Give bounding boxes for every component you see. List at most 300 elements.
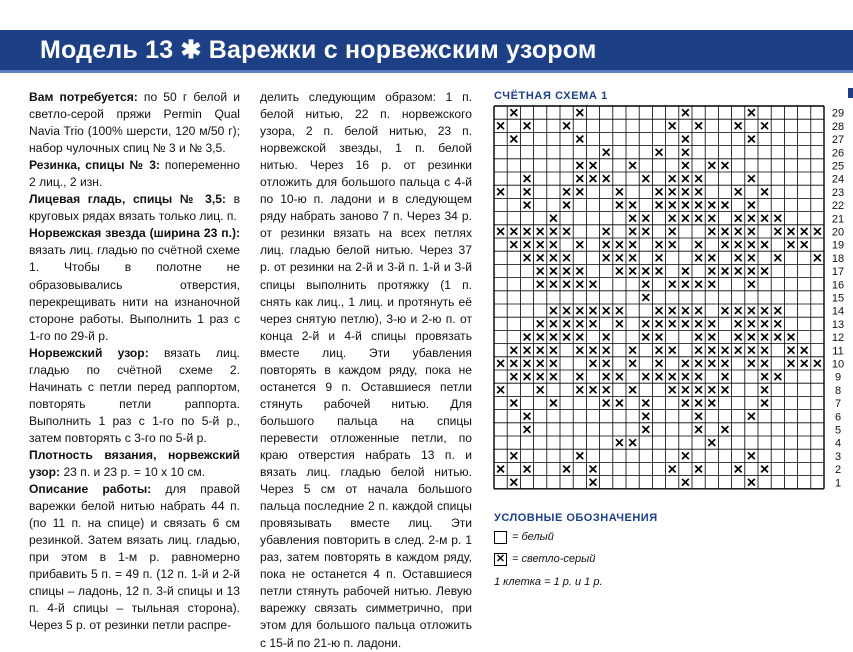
stitch-cross — [748, 228, 755, 235]
stitch-cross — [682, 320, 689, 327]
stitch-cross — [616, 241, 623, 248]
stitch-cross — [695, 413, 702, 420]
stitch-cross — [616, 254, 623, 261]
stitch-cross — [642, 373, 649, 380]
stitch-cross — [682, 400, 689, 407]
stitch-cross — [735, 334, 742, 341]
stitch-cross — [616, 439, 623, 446]
stitch-cross — [616, 188, 623, 195]
label-ribbing: Резинка, спицы № 3: — [29, 158, 160, 173]
row-number: 21 — [831, 213, 845, 226]
stitch-cross — [695, 202, 702, 209]
stitch-cross — [603, 175, 610, 182]
stitch-cross — [695, 241, 702, 248]
stitch-cross — [616, 307, 623, 314]
stitch-cross — [761, 386, 768, 393]
stitch-cross — [748, 334, 755, 341]
stitch-cross — [629, 215, 636, 222]
text-stockinette: в круговых рядах вязать только лиц. п. — [29, 192, 240, 224]
stitch-cross — [524, 466, 531, 473]
row-number: 11 — [832, 345, 844, 358]
stitch-cross — [537, 334, 544, 341]
stitch-cross — [774, 373, 781, 380]
stitch-cross — [524, 413, 531, 420]
stitch-cross — [550, 320, 557, 327]
stitch-cross — [774, 320, 781, 327]
stitch-cross — [735, 320, 742, 327]
stitch-cross — [695, 360, 702, 367]
row-number: 19 — [831, 239, 845, 252]
stitch-cross — [695, 188, 702, 195]
stitch-cross — [524, 202, 531, 209]
stitch-cross — [590, 307, 597, 314]
stitch-cross — [524, 347, 531, 354]
stitch-cross — [788, 347, 795, 354]
stitch-cross — [550, 307, 557, 314]
stitch-cross — [669, 386, 676, 393]
stitch-cross — [695, 320, 702, 327]
stitch-cross — [563, 188, 570, 195]
row-number: 20 — [831, 226, 845, 239]
stitch-cross — [642, 175, 649, 182]
stitch-cross — [695, 175, 702, 182]
row-number: 14 — [831, 305, 845, 318]
stitch-cross — [590, 360, 597, 367]
stitch-cross — [695, 122, 702, 129]
stitch-cross — [603, 386, 610, 393]
stitch-cross — [761, 122, 768, 129]
stitch-cross — [524, 188, 531, 195]
stitch-cross — [537, 386, 544, 393]
stitch-cross — [656, 268, 663, 275]
stitch-cross — [708, 320, 715, 327]
legend-gray-label: = светло-серый — [512, 553, 596, 565]
stitch-cross — [695, 400, 702, 407]
legend-note: 1 клетка = 1 р. и 1 р. — [494, 576, 603, 588]
stitch-cross — [642, 320, 649, 327]
stitch-cross — [814, 254, 821, 261]
stitch-cross — [563, 466, 570, 473]
stitch-cross — [682, 386, 689, 393]
row-number: 18 — [831, 252, 845, 265]
stitch-cross — [603, 228, 610, 235]
stitch-cross — [669, 228, 676, 235]
stitch-cross — [695, 426, 702, 433]
stitch-cross — [603, 373, 610, 380]
stitch-cross — [748, 413, 755, 420]
stitch-cross — [590, 479, 597, 486]
stitch-cross — [682, 202, 689, 209]
text-ribbing: попеременно 2 лиц., 2 изн. — [29, 158, 240, 190]
row-number: 23 — [831, 186, 845, 199]
stitch-cross — [510, 479, 517, 486]
row-number: 5 — [834, 424, 842, 437]
row-number: 10 — [831, 358, 845, 371]
stitch-cross — [590, 347, 597, 354]
stitch-cross — [603, 149, 610, 156]
stitch-cross — [774, 228, 781, 235]
stitch-cross — [576, 386, 583, 393]
stitch-cross — [735, 347, 742, 354]
stitch-cross — [510, 373, 517, 380]
stitch-cross — [761, 241, 768, 248]
stitch-cross — [590, 320, 597, 327]
stitch-cross — [695, 215, 702, 222]
stitch-cross — [735, 188, 742, 195]
stitch-cross — [656, 188, 663, 195]
stitch-cross — [708, 254, 715, 261]
stitch-cross — [524, 254, 531, 261]
stitch-cross — [550, 241, 557, 248]
stitch-cross — [708, 202, 715, 209]
stitch-cross — [656, 307, 663, 314]
stitch-cross — [576, 136, 583, 143]
text-norwegian: вязать лиц. гладью по счётной схеме 2. Начинать с петли перед раппортом, повторять петли раппорта. Выполнить 1 раз с 1-го по 5-й р., затем повторять с 3-го по 5-й р. — [29, 345, 240, 445]
stitch-cross — [669, 188, 676, 195]
paragraph-continued: делить следующим образом: 1 п. белой нитью, 22 п. норвежского узора, 2 п. белой нитью, 23 п. норвежской звезды, 1 п. белой нитью. Через 16 р. от резинки отложить для большого пальца с 4-й по 10-ю п. ладони и в следующем ряду набрать заново 7 п. Через 34 р. от резинки вязать на всех петлях лиц. гладью белой нитью. Через 37 р. от резинки на 2-й и 3-й п. 1-й и 3-й спицы выполнить протяжку (1 п. снять как лиц., 1 лиц. и протянуть её через снятую петлю), 3-ю и 2-ю п. от конца 2-й и 4-й спицы провязать вместе лиц. Эти убавления повторять в каждом ряду, пока не останется 9 п. Оставшиеся петли стянуть рабочей нитью. Для большого пальца на спицы перевести отложенные петли, по краю отверстия набрать 13 п. и вязать лиц. гладью белой нитью. Через 5 см от начала большого пальца последние 2 п. каждой спицы провязывать вместе лиц. Эти убавления повторить в след. 2-м р. 1 раз, затем повторять в каждом ряду, пока не останется 4 п. Оставшиеся петли стянуть рабочей нитью. Левую варежку связать симметрично, при этом для большого пальца отложить с 15-й по 21-ю п. ладони. — [260, 90, 472, 650]
stitch-cross — [695, 334, 702, 341]
stitch-cross — [576, 307, 583, 314]
stitch-cross — [761, 320, 768, 327]
stitch-cross — [576, 347, 583, 354]
stitch-cross — [524, 426, 531, 433]
stitch-cross — [603, 400, 610, 407]
stitch-cross — [510, 241, 517, 248]
stitch-cross — [735, 215, 742, 222]
stitch-cross — [774, 334, 781, 341]
stitch-cross — [774, 215, 781, 222]
label-stockinette: Лицевая гладь, спицы № 3,5: — [29, 192, 226, 207]
stitch-cross — [735, 268, 742, 275]
stitch-cross — [669, 202, 676, 209]
stitch-cross — [537, 347, 544, 354]
stitch-cross — [576, 334, 583, 341]
stitch-cross — [695, 347, 702, 354]
stitch-cross — [682, 175, 689, 182]
stitch-cross — [524, 373, 531, 380]
stitch-cross — [682, 479, 689, 486]
stitch-cross — [695, 254, 702, 261]
stitch-cross — [722, 347, 729, 354]
row-number: 15 — [831, 292, 845, 305]
stitch-cross — [563, 334, 570, 341]
stitch-cross — [735, 307, 742, 314]
stitch-cross — [563, 307, 570, 314]
stitch-cross — [603, 307, 610, 314]
stitch-cross — [735, 122, 742, 129]
stitch-cross — [814, 228, 821, 235]
stitch-cross — [550, 268, 557, 275]
stitch-cross — [629, 254, 636, 261]
stitch-cross — [748, 347, 755, 354]
stitch-cross — [748, 241, 755, 248]
stitch-cross — [550, 281, 557, 288]
stitch-cross — [537, 241, 544, 248]
stitch-cross — [576, 320, 583, 327]
row-number: 26 — [831, 147, 845, 160]
stitch-cross — [722, 307, 729, 314]
stitch-cross — [748, 109, 755, 116]
row-number: 4 — [834, 437, 842, 450]
stitch-cross — [642, 400, 649, 407]
stitch-cross — [590, 466, 597, 473]
stitch-cross — [629, 241, 636, 248]
stitch-cross — [616, 373, 623, 380]
stitch-cross — [510, 109, 517, 116]
stitch-cross — [603, 360, 610, 367]
stitch-cross — [761, 215, 768, 222]
stitch-cross — [695, 373, 702, 380]
stitch-cross — [761, 400, 768, 407]
stitch-cross — [629, 439, 636, 446]
stitch-cross — [497, 386, 504, 393]
stitch-cross — [722, 202, 729, 209]
stitch-cross — [735, 254, 742, 261]
stitch-cross — [576, 109, 583, 116]
stitch-cross — [748, 175, 755, 182]
label-gauge: Плотность вязания, норвежский узор: — [29, 447, 240, 480]
stitch-cross — [708, 281, 715, 288]
stitch-cross — [748, 136, 755, 143]
stitch-cross — [524, 175, 531, 182]
stitch-cross — [656, 254, 663, 261]
stitch-cross — [576, 373, 583, 380]
stitch-cross — [656, 347, 663, 354]
stitch-cross — [761, 188, 768, 195]
stitch-cross — [629, 162, 636, 169]
label-description: Описание работы: — [29, 482, 152, 497]
stitch-cross — [748, 320, 755, 327]
label-norwegian: Норвежский узор: — [29, 345, 149, 360]
stitch-cross — [537, 373, 544, 380]
stitch-cross — [748, 307, 755, 314]
stitch-cross — [563, 202, 570, 209]
stitch-cross — [510, 400, 517, 407]
stitch-cross — [524, 360, 531, 367]
stitch-cross — [735, 466, 742, 473]
stitch-cross — [510, 136, 517, 143]
row-number: 13 — [831, 318, 845, 331]
stitch-cross — [656, 360, 663, 367]
stitch-cross — [576, 268, 583, 275]
row-number: 9 — [834, 371, 842, 384]
stitch-cross — [497, 228, 504, 235]
stitch-cross — [708, 400, 715, 407]
stitch-cross — [774, 254, 781, 261]
stitch-cross — [695, 281, 702, 288]
stitch-cross — [642, 426, 649, 433]
row-number: 28 — [831, 120, 845, 133]
stitch-cross — [708, 360, 715, 367]
chart-title: СЧЁТНАЯ СХЕМА 1 — [494, 90, 608, 102]
stitch-cross — [669, 175, 676, 182]
stitch-cross — [722, 426, 729, 433]
stitch-cross — [537, 228, 544, 235]
stitch-cross — [735, 241, 742, 248]
page-title: Модель 13 ✱ Варежки с норвежским узором — [40, 36, 597, 64]
stitch-cross — [563, 122, 570, 129]
stitch-cross — [708, 386, 715, 393]
stitch-cross — [656, 241, 663, 248]
cross-symbol: ✕ — [495, 553, 506, 565]
stitch-cross — [510, 452, 517, 459]
stitch-cross — [722, 268, 729, 275]
stitch-cross — [748, 452, 755, 459]
stitch-cross — [748, 202, 755, 209]
stitch-cross — [708, 215, 715, 222]
stitch-cross — [801, 347, 808, 354]
stitch-cross — [722, 360, 729, 367]
row-number: 12 — [831, 332, 845, 345]
stitch-cross — [669, 347, 676, 354]
stitch-cross — [576, 452, 583, 459]
stitch-cross — [774, 307, 781, 314]
stitch-cross — [708, 228, 715, 235]
stitch-cross — [669, 320, 676, 327]
stitch-cross — [801, 241, 808, 248]
stitch-cross — [801, 360, 808, 367]
stitch-cross — [524, 122, 531, 129]
stitch-cross — [748, 479, 755, 486]
legend-white-label: = белый — [512, 531, 554, 543]
stitch-cross — [761, 347, 768, 354]
stitch-cross — [629, 347, 636, 354]
stitch-cross — [616, 320, 623, 327]
stitch-cross — [708, 439, 715, 446]
text-gauge: 23 п. и 23 р. = 10 х 10 см. — [60, 465, 206, 480]
row-number: 29 — [831, 107, 845, 120]
row-number: 27 — [831, 134, 845, 147]
stitch-cross — [669, 373, 676, 380]
text-star: вязать лиц. гладью по счётной схеме 1. Чтобы в полотне не образовывались отверстия, перекрещивать нити на изнаночной стороне работы. Выполнить 1 раз с 1-го по 29-й р. — [29, 243, 240, 343]
stitch-cross — [524, 228, 531, 235]
row-number: 25 — [831, 160, 845, 173]
stitch-cross — [722, 241, 729, 248]
stitch-cross — [563, 228, 570, 235]
stitch-cross — [682, 373, 689, 380]
stitch-cross — [669, 241, 676, 248]
stitch-cross — [537, 360, 544, 367]
stitch-cross — [550, 254, 557, 261]
stitch-cross — [761, 307, 768, 314]
stitch-cross — [603, 254, 610, 261]
stitch-cross — [642, 215, 649, 222]
stitch-cross — [656, 334, 663, 341]
stitch-cross — [590, 386, 597, 393]
row-number: 3 — [834, 450, 842, 463]
stitch-cross — [616, 400, 623, 407]
stitch-cross — [682, 307, 689, 314]
stitch-cross — [682, 136, 689, 143]
row-number: 17 — [831, 266, 845, 279]
stitch-cross — [748, 254, 755, 261]
stitch-cross — [576, 162, 583, 169]
row-number: 6 — [834, 411, 842, 424]
stitch-cross — [642, 413, 649, 420]
stitch-cross — [642, 281, 649, 288]
stitch-cross — [722, 228, 729, 235]
stitch-cross — [801, 228, 808, 235]
stitch-cross — [550, 347, 557, 354]
stitch-cross — [576, 281, 583, 288]
stitch-cross — [788, 228, 795, 235]
stitch-cross — [642, 334, 649, 341]
stitch-cross — [603, 334, 610, 341]
stitch-cross — [603, 241, 610, 248]
stitch-cross — [590, 281, 597, 288]
stitch-cross — [656, 202, 663, 209]
stitch-cross — [510, 228, 517, 235]
stitch-cross — [497, 188, 504, 195]
stitch-cross — [788, 360, 795, 367]
row-number: 24 — [831, 173, 845, 186]
stitch-cross — [761, 466, 768, 473]
stitch-cross — [682, 215, 689, 222]
stitch-cross — [669, 122, 676, 129]
stitch-cross — [708, 162, 715, 169]
white-square-icon — [494, 531, 507, 544]
stitch-cross — [603, 347, 610, 354]
label-star: Норвежская звезда (ширина 23 п.): — [29, 226, 240, 241]
stitch-cross — [576, 175, 583, 182]
stitch-cross — [682, 360, 689, 367]
stitch-cross — [682, 109, 689, 116]
stitch-cross — [524, 241, 531, 248]
stitch-cross — [537, 268, 544, 275]
stitch-cross — [761, 360, 768, 367]
stitch-cross — [722, 373, 729, 380]
stitch-cross — [682, 188, 689, 195]
stitch-cross — [550, 334, 557, 341]
stitch-cross — [590, 162, 597, 169]
stitch-cross — [576, 241, 583, 248]
row-number: 2 — [834, 464, 842, 477]
stitch-cross — [563, 281, 570, 288]
stitch-cross — [669, 466, 676, 473]
stitch-cross — [537, 281, 544, 288]
stitch-cross — [550, 215, 557, 222]
stitch-cross — [563, 320, 570, 327]
row-number: 22 — [831, 200, 845, 213]
stitch-cross — [590, 175, 597, 182]
stitch-cross — [563, 268, 570, 275]
label-materials: Вам потребуется: — [29, 90, 138, 104]
stitch-cross — [708, 334, 715, 341]
stitch-cross — [761, 373, 768, 380]
stitch-cross — [656, 149, 663, 156]
stitch-cross — [735, 228, 742, 235]
stitch-cross — [550, 373, 557, 380]
stitch-cross — [669, 307, 676, 314]
stitch-cross — [629, 268, 636, 275]
row-number: 16 — [831, 279, 845, 292]
stitch-cross — [682, 162, 689, 169]
stitch-cross — [695, 386, 702, 393]
stitch-cross — [748, 281, 755, 288]
stitch-cross — [642, 294, 649, 301]
legend-title: УСЛОВНЫЕ ОБОЗНАЧЕНИЯ — [494, 512, 658, 524]
stitch-cross — [695, 307, 702, 314]
stitch-cross — [497, 122, 504, 129]
stitch-cross — [748, 268, 755, 275]
stitch-cross — [814, 360, 821, 367]
stitch-cross — [642, 268, 649, 275]
stitch-cross — [524, 334, 531, 341]
stitch-cross — [708, 347, 715, 354]
stitch-cross — [669, 215, 676, 222]
stitch-cross — [563, 254, 570, 261]
stitch-cross — [510, 360, 517, 367]
